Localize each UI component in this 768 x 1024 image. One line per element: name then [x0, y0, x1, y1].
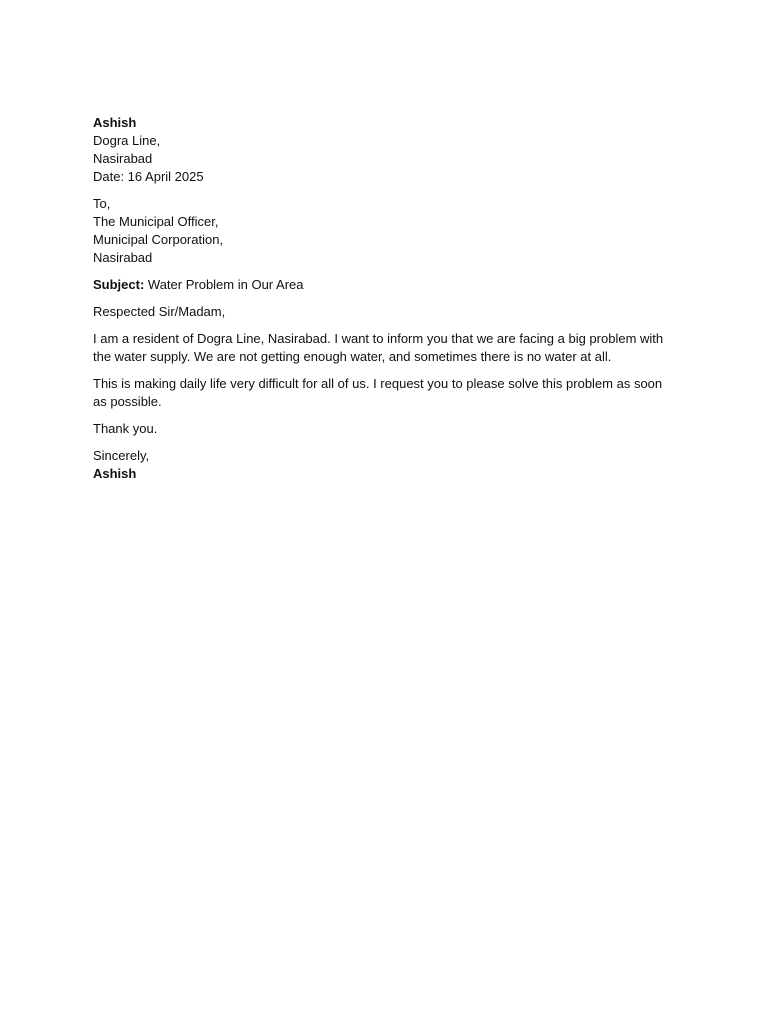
- recipient-organization: Municipal Corporation,: [93, 232, 224, 247]
- body-paragraph-2: This is making daily life very difficult for all of us. I request you to please solve this problem as soon as possible.: [93, 376, 663, 409]
- sender-address-line1: Dogra Line,: [93, 133, 161, 148]
- sender-address-line2: Nasirabad: [93, 151, 153, 166]
- letter-document: [93, 114, 673, 492]
- thanks-text: Thank you.: [93, 421, 158, 436]
- subject-text: Water Problem in Our Area: [144, 277, 304, 292]
- body-paragraph-1: I am a resident of Dogra Line, Nasirabad. I want to inform you that we are facing a big problem with the water supply. We are not getting enough water, and sometimes there is no water at all.: [93, 331, 664, 364]
- sign-off: Sincerely,: [93, 448, 150, 463]
- sender-block: [93, 114, 673, 186]
- letter-date: Date: 16 April 2025: [93, 169, 204, 184]
- subject-label: Subject:: [93, 277, 145, 292]
- salutation-text: Respected Sir/Madam,: [93, 304, 226, 319]
- salutation: [93, 303, 673, 321]
- recipient-to: To,: [93, 196, 111, 211]
- recipient-title: The Municipal Officer,: [93, 214, 219, 229]
- sender-name: Ashish: [93, 115, 137, 130]
- thanks-line: [93, 420, 673, 438]
- signature-name: Ashish: [93, 466, 137, 481]
- closing-block: [93, 447, 673, 483]
- recipient-block: [93, 195, 673, 267]
- subject-line: [93, 276, 673, 294]
- recipient-city: Nasirabad: [93, 250, 153, 265]
